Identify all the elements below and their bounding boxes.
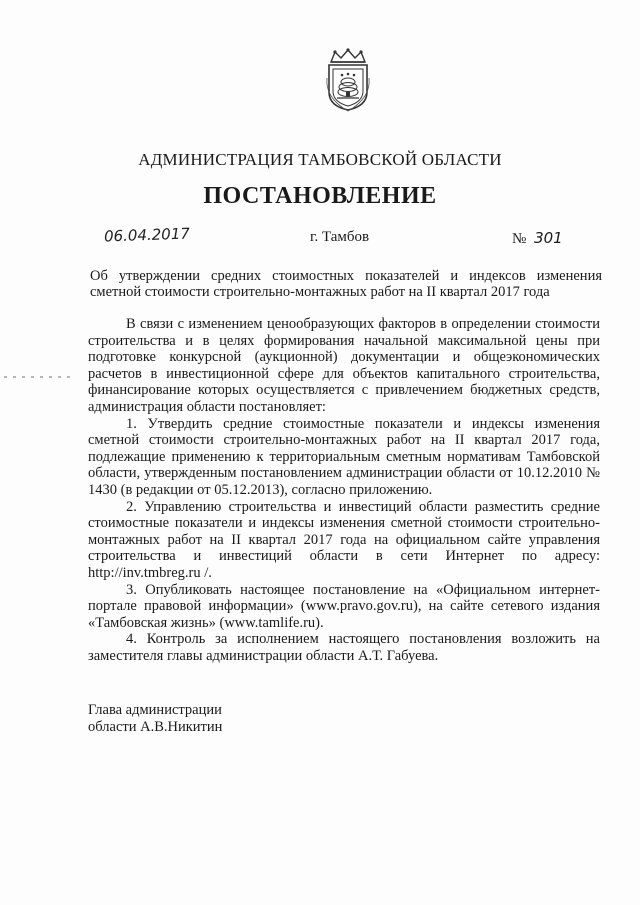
number-value: 301 bbox=[534, 229, 563, 247]
clause-3-paragraph: 3. Опубликовать настоящее постановление на «Официальном интернет-портале правовой информации» (www.pravo.gov.ru), на сайте сетевого издания «Тамбовская жизнь» (www.tamlife.ru). bbox=[88, 581, 600, 631]
document-type-title: ПОСТАНОВЛЕНИЕ bbox=[203, 183, 437, 209]
signature-block bbox=[88, 702, 222, 736]
scan-artifact bbox=[4, 376, 74, 378]
subject-line-1: Об утверждении средних стоимостных показателей и индексов изменения bbox=[90, 268, 602, 284]
document-body bbox=[88, 316, 600, 664]
number-label: № bbox=[512, 231, 527, 247]
organization-name: АДМИНИСТРАЦИЯ ТАМБОВСКОЙ ОБЛАСТИ bbox=[138, 150, 502, 169]
document-number bbox=[512, 229, 563, 248]
clause-4-paragraph: 4. Контроль за исполнением настоящего постановления возложить на заместителя главы администрации области А.Т. Габуева. bbox=[88, 631, 600, 664]
signature-title: Глава администрации bbox=[88, 702, 222, 718]
coat-of-arms-icon bbox=[323, 48, 373, 112]
preamble-paragraph: В связи с изменением ценообразующих факторов в определении стоимости строительства и в целях формирования начальной максимальной цены при подготовке конкурсной (аукционной) документации и общеэкономических расчетов в инвестиционной сфере для объектов капитального строительства, финансирование которых осуществляется с привлечением бюджетных средств, администрация области постановляет: bbox=[88, 316, 600, 415]
document-date: 06.04.2017 bbox=[103, 224, 191, 246]
clause-1-paragraph: 1. Утвердить средние стоимостные показатели и индексы изменения сметной стоимости строительно-монтажных работ на II квартал 2017 года, подлежащие применению к территориальным сметным нормативам Тамбовской области, утвержденным постановлением администрации области от 10.12.2010 № 1430 (в редакции от 05.12.2013), согласно приложению. bbox=[88, 415, 600, 498]
document-subject bbox=[90, 268, 602, 300]
document-city: г. Тамбов bbox=[310, 229, 370, 245]
signature-name: области А.В.Никитин bbox=[88, 719, 223, 735]
subject-line-2: сметной стоимости строительно-монтажных работ на II квартал 2017 года bbox=[90, 284, 550, 300]
clause-2-paragraph: 2. Управлению строительства и инвестиций области разместить средние стоимостные показатели и индексы изменения сметной стоимости строительно-монтажных работ на II квартал 2017 года на официальном сайте управления строительства и инвестиций области в сети Интернет по адресу: http://inv.tmbreg.ru /. bbox=[88, 498, 600, 581]
